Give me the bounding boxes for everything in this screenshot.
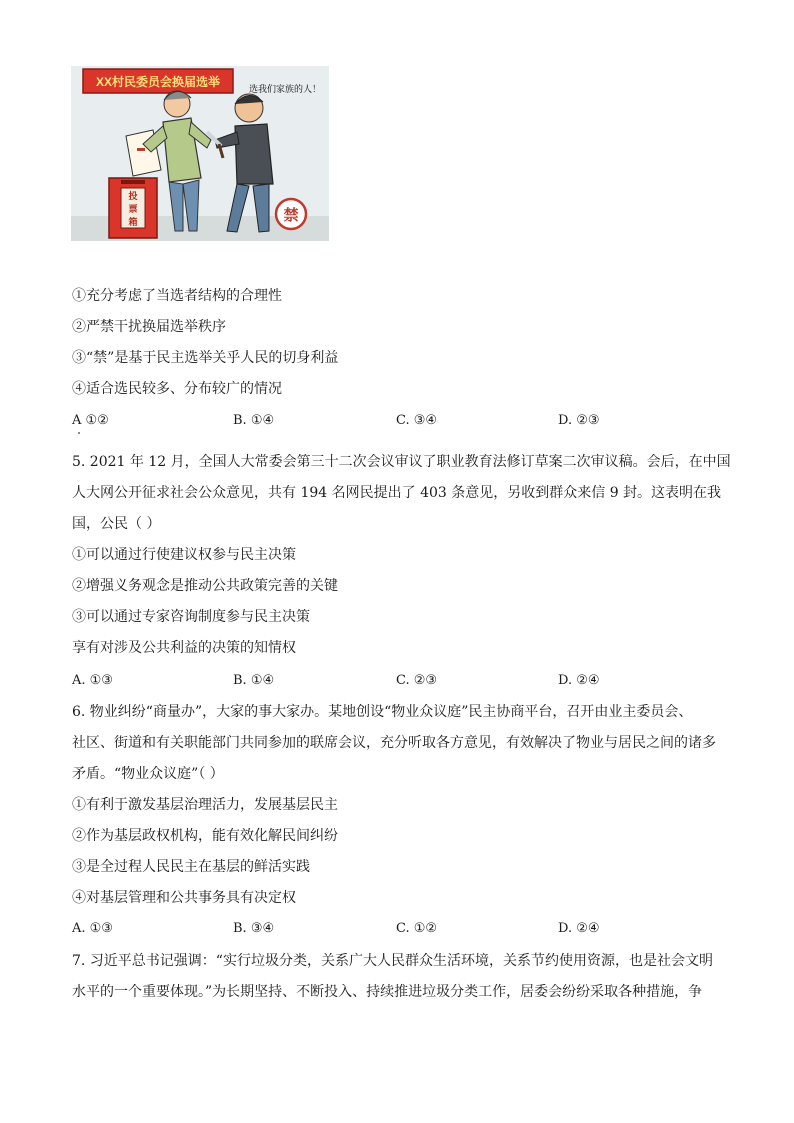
stray-dot [78, 432, 80, 434]
box-label-2: 票 [128, 204, 138, 214]
q6-option-a: A. ①③ [72, 921, 113, 936]
q6-item-1: ①有利于激发基层治理活力，发展基层民主 [72, 797, 338, 813]
q6-item-2: ②作为基层政权机构，能有效化解民间纠纷 [72, 828, 338, 844]
q5-item-2: ②增强义务观念是推动公共政策完善的关键 [72, 578, 338, 594]
box-label-1: 投 [128, 191, 138, 201]
q6-stem-line-3: 矛盾。“物业众议庭”（ ） [72, 766, 224, 782]
q4-item-4: ④适合选民较多、分布较广的情况 [72, 381, 282, 397]
q7-stem-line-2: 水平的一个重要体现。”为长期坚持、不断投入、持续推进垃圾分类工作，居委会纷纷采取各种措施，争 [72, 984, 703, 1000]
q5-item-4: 享有对涉及公共利益的决策的知情权 [72, 640, 296, 656]
q5-options [72, 672, 732, 690]
q5-item-1: ①可以通过行使建议权参与民主决策 [72, 547, 296, 563]
banner-text: XX村民委员会换届选举 [95, 75, 221, 89]
q6-stem-line-1: 6. 物业纠纷“商量办”，大家的事大家办。某地创设“物业众议庭”民主协商平台，召开由业主委员会、 [72, 704, 693, 720]
election-cartoon [71, 66, 329, 241]
q6-option-b: B. ③④ [233, 921, 275, 936]
q6-options [72, 920, 732, 938]
box-label-3: 箱 [128, 217, 138, 227]
q5-stem-line-3: 国，公民（ ） [72, 516, 161, 532]
q5-stem-line-2: 人大网公开征求社会公众意见，共有 194 名网民提出了 403 条意见，另收到群众来信 9 封。这表明在我 [72, 485, 722, 501]
cartoon-drawing [71, 66, 329, 241]
q5-option-c: C. ②③ [396, 673, 438, 688]
q6-stem-line-2: 社区、街道和有关职能部门共同参加的联席会议，充分听取各方意见，有效解决了物业与居民之间的诸多 [72, 735, 716, 751]
q7-stem-line-1: 7. 习近平总书记强调：“实行垃圾分类，关系广大人民群众生活环境，关系节约使用资源，也是社会文明 [72, 953, 713, 969]
q4-item-2: ②严禁干扰换届选举秩序 [72, 319, 226, 335]
q4-options [72, 412, 732, 430]
q4-option-b: B. ①④ [233, 413, 275, 428]
q5-item-3: ③可以通过专家咨询制度参与民主决策 [72, 609, 310, 625]
q4-option-a: A ①② [72, 413, 109, 428]
q5-option-a: A. ①③ [72, 673, 113, 688]
q6-item-4: ④对基层管理和公共事务具有决定权 [72, 890, 296, 906]
q6-option-d: D. ②④ [558, 921, 600, 936]
q6-option-c: C. ①② [396, 921, 438, 936]
q5-option-d: D. ②④ [558, 673, 600, 688]
q6-item-3: ③是全过程人民民主在基层的鲜活实践 [72, 859, 310, 875]
q4-option-d: D. ②③ [558, 413, 600, 428]
q5-stem-line-1: 5. 2021 年 12 月，全国人大常委会第三十二次会议审议了职业教育法修订草案二次审议稿。会后，在中国 [72, 454, 731, 470]
q4-item-3: ③“禁”是基于民主选举关乎人民的切身利益 [72, 350, 339, 366]
speech-text: 选我们家族的人！ [249, 84, 322, 94]
q5-option-b: B. ①④ [233, 673, 275, 688]
q4-option-c: C. ③④ [396, 413, 438, 428]
q4-item-1: ①充分考虑了当选者结构的合理性 [72, 288, 282, 304]
ban-mark: 禁 [283, 207, 299, 224]
